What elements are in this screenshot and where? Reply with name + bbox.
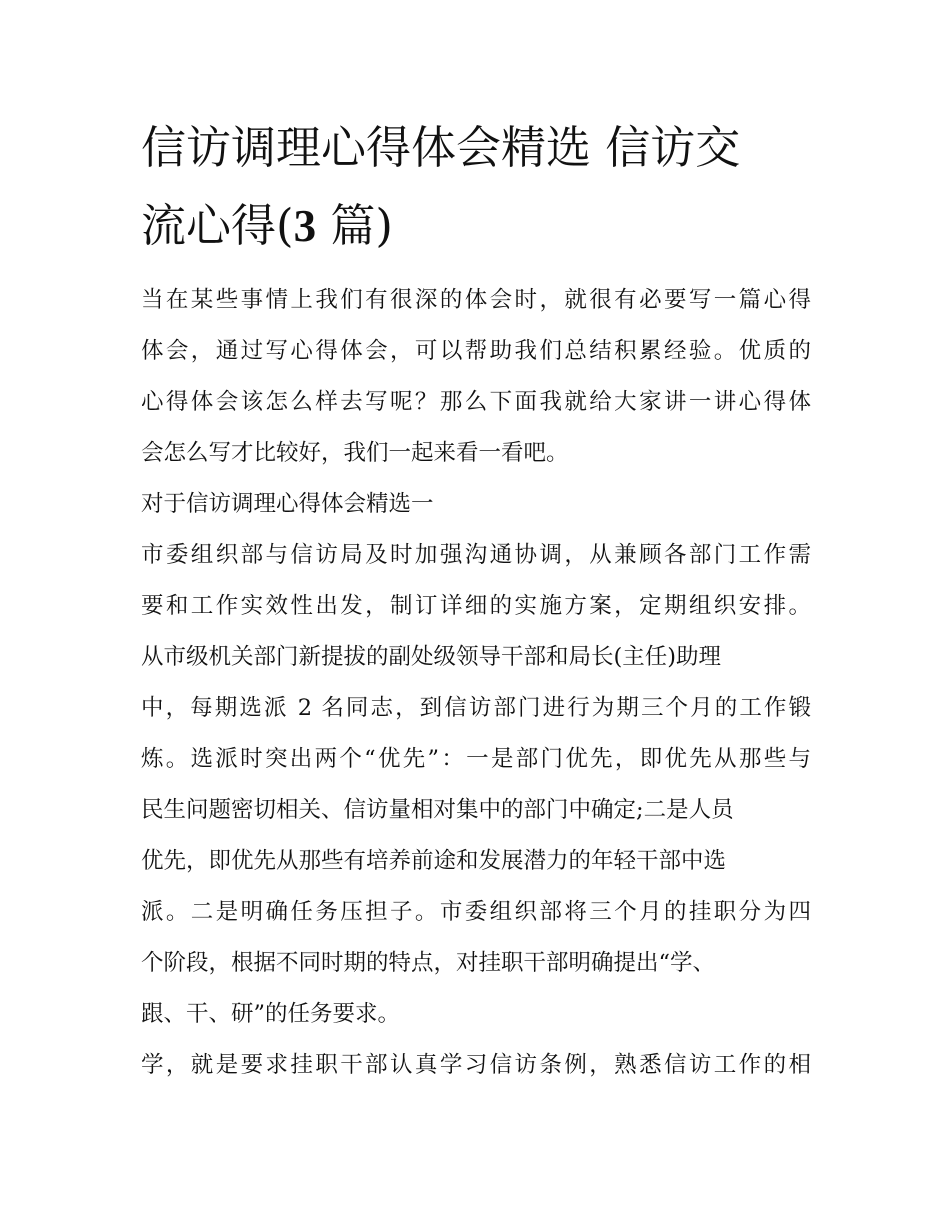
body-line: 个阶段，根据不同时期的特点，对挂职干部明确提出“学、 (141, 950, 716, 976)
body-line: 当在某些事情上我们有很深的体会时，就很有必要写一篇心得 (141, 287, 811, 313)
body-line: 民生问题密切相关、信访量相对集中的部门中确定;二是人员 (141, 797, 734, 823)
body-line: 炼。选派时突出两个“优先”：一是部门优先，即优先从那些与 (141, 746, 811, 772)
document-title-line-1: 信访调理心得体会精选 信访交 (141, 121, 741, 174)
section-heading: 对于信访调理心得体会精选一 (141, 491, 434, 517)
body-line: 体会，通过写心得体会，可以帮助我们总结积累经验。优质的 (141, 338, 811, 364)
body-line: 要和工作实效性出发，制订详细的实施方案，定期组织安排。 (141, 593, 811, 619)
body-line: 中，每期选派 2 名同志，到信访部门进行为期三个月的工作锻 (141, 695, 811, 721)
body-line: 会怎么写才比较好，我们一起来看一看吧。 (141, 440, 569, 466)
body-line: 优先，即优先从那些有培养前途和发展潜力的年轻干部中选 (141, 848, 727, 874)
body-line: 从市级机关部门新提拔的副处级领导干部和局长(主任)助理 (141, 644, 722, 670)
document-title-line-2 (141, 196, 393, 256)
title-count: 3 (293, 201, 317, 251)
body-line: 派。二是明确任务压担子。市委组织部将三个月的挂职分为四 (141, 899, 811, 925)
title-text-post: 篇) (316, 199, 393, 252)
body-line: 学，就是要求挂职干部认真学习信访条例，熟悉信访工作的相 (141, 1052, 811, 1078)
body-line: 市委组织部与信访局及时加强沟通协调，从兼顾各部门工作需 (141, 542, 811, 568)
body-line: 心得体会该怎么样去写呢？那么下面我就给大家讲一讲心得体 (141, 389, 811, 415)
body-line: 跟、干、研”的任务要求。 (141, 1001, 401, 1027)
title-text-pre: 流心得( (141, 199, 294, 252)
